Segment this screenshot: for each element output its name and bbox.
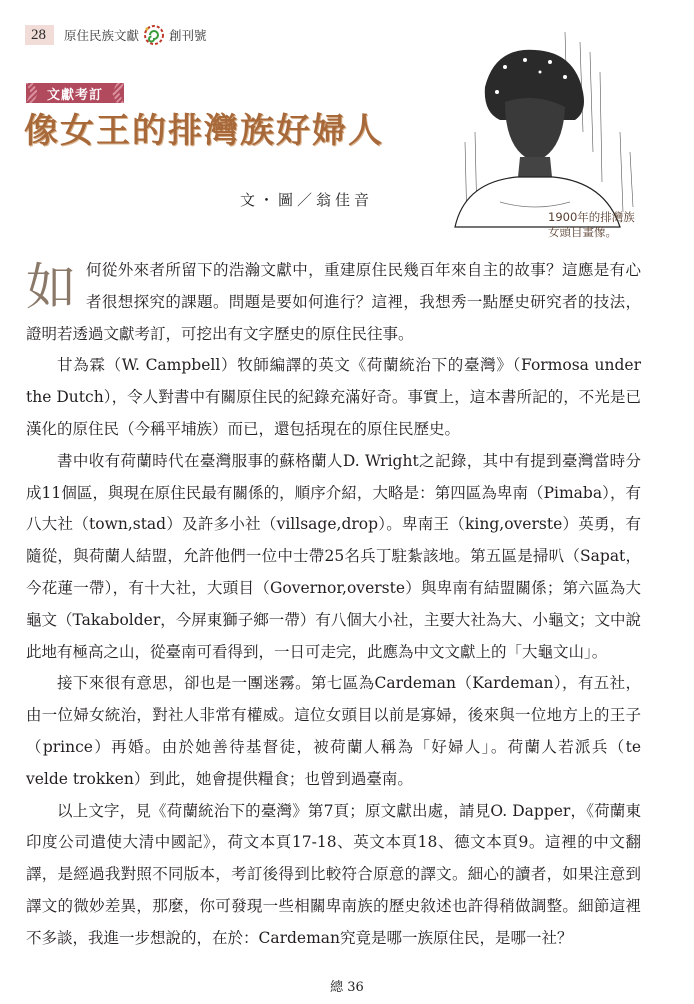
drop-cap: 如 <box>26 258 76 316</box>
paragraph: 書中收有荷蘭時代在臺灣服事的蘇格蘭人D. Wright之記錄，其中有提到臺灣當時分成11個區，與現在原住民最有關係的，順序介紹，大略是：第四區為卑南（Pimaba），有八大社（town,stad）及許多小社（villsage,drop）。卑南王（king,overste）英勇，有隨從，與荷蘭人結盟，允許他們一位中士帶25名兵丁駐紮該地。第五區是掃叭（Sapat，今花蓮一帶），有十大社，大頭目（Governor,overste）與卑南有結盟關係；第六區為大龜文（Takabolder，今屏東獅子鄉一帶）有八個大小社，主要大社為大、小龜文；文中說此地有極高之山，從臺南可看得到，一日可走完，此應為中文文獻上的「大龜文山」。 <box>26 451 641 661</box>
issue-label: 創刊號 <box>169 28 207 43</box>
running-header <box>25 24 207 46</box>
page-number: 28 <box>25 25 54 45</box>
paragraph: 甘為霖（W. Campbell）牧師編譯的英文《荷蘭統治下的臺灣》（Formosa under the Dutch），令人對書中有關原住民的紀錄充滿好奇。事實上，這本書所記的，不光是已漢化的原住民（今稱平埔族）而已，還包括現在的原住民歷史。 <box>26 356 641 438</box>
total-page-number: 總 36 <box>330 980 364 995</box>
paragraph-text: 何從外來者所留下的浩瀚文獻中，重建原住民幾百年來自主的故事？這應是有心者很想探究的課題。問題是要如何進行？這裡，我想秀一點歷史研究者的技法，證明若透過文獻考訂，可挖出有文字歷史的原住民往事。 <box>26 261 641 343</box>
caption-line: 女頭目畫像。 <box>548 225 617 239</box>
article-body <box>26 255 641 955</box>
byline: 文・圖／翁佳音 <box>240 191 374 209</box>
article-title: 像女王的排灣族好婦人 <box>24 111 384 151</box>
section-tag: 文獻考訂 <box>26 83 124 103</box>
image-caption <box>548 210 635 240</box>
journal-name: 原住民族文獻 <box>64 28 140 43</box>
paragraph: 接下來很有意思，卻也是一團迷霧。第七區為Cardeman（Kardeman），有五社，由一位婦女統治，對社人非常有權威。這位女頭目以前是寡婦，後來與一位地方上的王子（prince）再婚。由於她善待基督徒，被荷蘭人稱為「好婦人」。荷蘭人若派兵（te velde trokken）到此，她會提供糧食；也曾到過臺南。 <box>26 674 641 788</box>
paragraph: 以上文字，見《荷蘭統治下的臺灣》第7頁；原文獻出處，請見O. Dapper，《荷蘭東印度公司遣使大清中國記》，荷文本頁17-18、英文本頁18、德文本頁9。這裡的中文翻譯，是經過我對照不同版本，考訂後得到比較符合原意的譯文。細心的讀者，如果注意到譯文的微妙差異，那麼，你可發現一些相關卑南族的歷史敘述也許得稍做調整。細節這裡不多談，我進一步想說的，在於：Cardeman究竟是哪一族原住民，是哪一社？ <box>26 801 641 947</box>
portrait-engraving-image <box>405 12 655 237</box>
caption-line: 1900年的排灣族 <box>548 210 635 224</box>
paragraph <box>26 255 641 350</box>
journal-logo-icon <box>143 24 165 46</box>
